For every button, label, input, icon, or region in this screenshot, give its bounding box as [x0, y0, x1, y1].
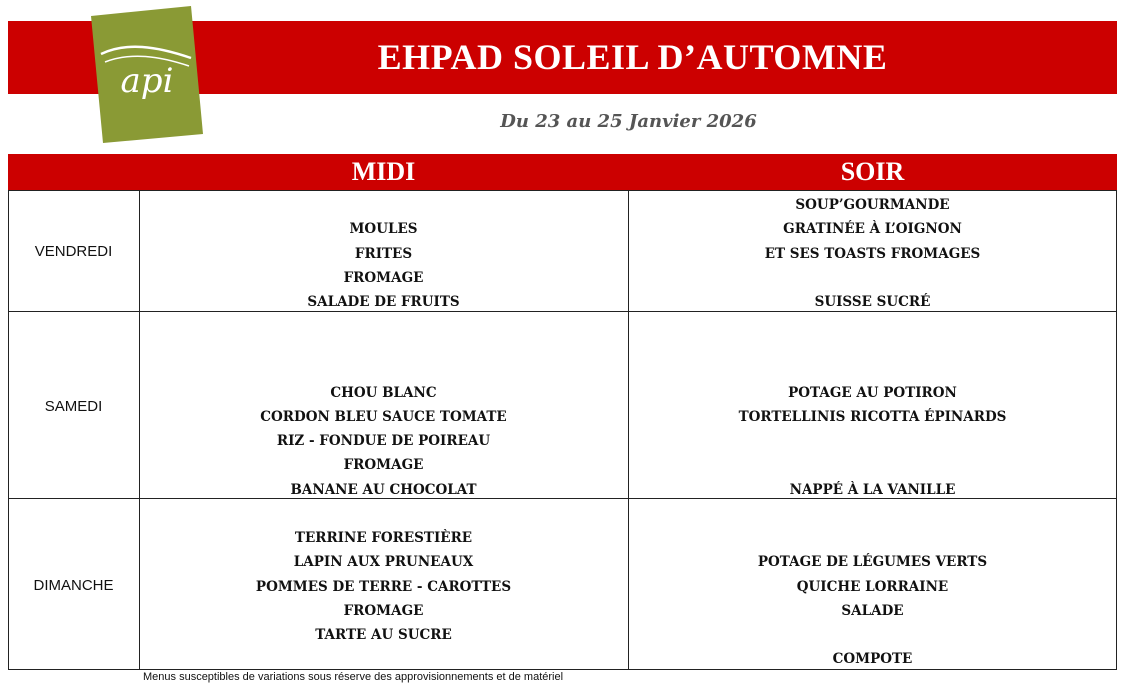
dish-line: COMPOTE [832, 651, 913, 668]
dish-line: GRATINÉE À L’OIGNON [783, 221, 962, 238]
menu-cell-dimanche-soir [628, 526, 1117, 672]
dish-line: SUISSE SUCRÉ [814, 294, 931, 311]
soir-header: SOIR [840, 157, 905, 186]
dish-line: FRITES [354, 245, 413, 262]
table-border-top [8, 190, 1117, 191]
dish-line: FROMAGE [343, 602, 424, 619]
menu-cell-samedi-midi [139, 332, 628, 502]
menu-cell-vendredi-soir [628, 193, 1117, 314]
page-title: EHPAD SOLEIL D’AUTOMNE [377, 37, 888, 77]
midi-header: MIDI [351, 157, 416, 186]
dish-line [139, 193, 628, 217]
dish-line: LAPIN AUX PRUNEAUX [293, 554, 474, 571]
dish-line: BANANE AU CHOCOLAT [290, 481, 477, 498]
svg-text:api: api [120, 61, 174, 101]
day-label-samedi: SAMEDI [44, 398, 103, 415]
dish-line [628, 526, 1117, 550]
dish-line: TARTE AU SUCRE [315, 627, 452, 644]
day-label-dimanche: DIMANCHE [33, 577, 114, 594]
dish-line [139, 356, 628, 380]
menu-table [8, 190, 1117, 670]
dish-line: MOULES [349, 221, 418, 238]
dish-line: ET SES TOASTS FROMAGES [764, 245, 981, 262]
dish-line: SALADE DE FRUITS [307, 294, 460, 311]
dish-line: TORTELLINIS RICOTTA ÉPINARDS [738, 408, 1007, 425]
column-header-bar [8, 154, 1117, 190]
dish-line [628, 453, 1117, 477]
dish-line [628, 623, 1117, 647]
table-border-left [8, 190, 9, 670]
dish-line: TERRINE FORESTIÈRE [294, 530, 473, 546]
dish-line: QUICHE LORRAINE [796, 578, 949, 595]
dish-line: FROMAGE [343, 269, 424, 286]
menu-cell-dimanche-midi [139, 526, 628, 647]
dish-line: SOUP’GOURMANDE [795, 197, 950, 213]
dish-line [628, 429, 1117, 453]
day-label-vendredi: VENDREDI [34, 243, 113, 260]
dish-line [628, 332, 1117, 356]
dish-line: POTAGE DE LÉGUMES VERTS [757, 554, 988, 571]
dish-line: FROMAGE [343, 457, 424, 474]
menu-cell-samedi-soir [628, 332, 1117, 502]
footer-note: Menus susceptibles de variations sous réserve des approvisionnements et de matériel [143, 671, 564, 683]
dish-line: SALADE [841, 602, 904, 619]
dish-line [628, 266, 1117, 290]
dish-line [139, 332, 628, 356]
dish-line: CHOU BLANC [330, 384, 437, 401]
dish-line: RIZ - FONDUE DE POIREAU [276, 433, 491, 450]
dish-line: POMMES DE TERRE - CAROTTES [255, 578, 512, 595]
dish-line: NAPPÉ À LA VANILLE [789, 481, 956, 498]
dish-line: CORDON BLEU SAUCE TOMATE [260, 408, 507, 425]
dish-line: POTAGE AU POTIRON [788, 384, 957, 401]
menu-cell-vendredi-midi [139, 193, 628, 314]
date-range: Du 23 au 25 Janvier 2026 [500, 111, 757, 132]
dish-line [628, 356, 1117, 380]
